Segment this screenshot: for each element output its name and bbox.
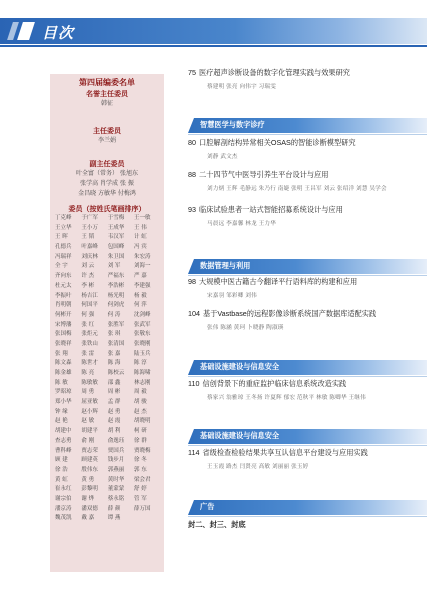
member-name: 王 伟 [134,224,147,231]
member-name: 王 晖 [55,234,68,241]
toc-page-number: 98 [188,277,196,286]
member-name: 丁克峰 [55,215,72,221]
member-name: 李 彬 [81,282,95,289]
member-name: 董蒙蒙 [107,486,125,493]
vice-names: 叶全富（常务） 张旭东 [76,170,138,177]
member-name: 刘海一 [134,263,151,270]
member-name: 胡 骏 [134,399,147,406]
section-label: 智慧医学与数字诊疗 [200,120,265,129]
member-name: 陈金雄 [55,370,72,376]
member-row [55,447,159,457]
member-row [55,505,159,515]
section-label: 基础设施建设与信息安全 [200,431,280,440]
member-name: 王 韬 [81,234,95,241]
member-name: 陈校云 [107,370,125,376]
member-row [55,476,159,486]
member-row [55,340,159,350]
member-row [55,379,159,389]
member-name: 王小万 [81,224,98,231]
section-header [188,429,427,444]
member-name: 顾 建 [55,457,68,464]
section-header [188,259,427,274]
member-name: 周 毅 [134,389,147,396]
member-name: 舒 婷 [134,486,147,493]
toc-entry-title-line [188,205,418,215]
member-name: 孟 群 [107,399,121,406]
member-name: 赵 艳 [55,418,68,425]
member-name: 赵 杰 [134,408,147,415]
section-bar-notch [188,259,194,274]
member-name: 李振叶 [55,292,72,299]
member-name: 柯 研 [134,428,147,435]
member-row [55,282,159,292]
member-name: 刘 军 [107,263,121,270]
member-name: 蔡永铭 [107,495,125,502]
member-name: 朱卫国 [107,253,125,260]
member-row [55,495,159,505]
toc-title: 封二、封三、封底 [188,520,246,529]
member-name: 薛万国 [134,505,151,512]
member-name: 俞逸珏 [107,437,125,444]
section-bar-notch [188,500,194,515]
member-row [55,253,159,263]
member-name: 杨 毅 [134,292,147,299]
member-row [55,359,159,369]
members-grid [55,214,159,524]
section-bar-notch [188,360,194,375]
member-name: 韦汉军 [107,234,125,241]
toc-entry-title-line [188,448,418,458]
member-name: 张 雷 [81,350,95,357]
member-name: 张 翔 [55,350,68,357]
member-name: 罗昭琼 [55,389,72,396]
member-row [55,437,159,447]
member-row [55,330,159,340]
member-name: 刘庆林 [81,253,98,260]
toc-title: 信创背景下的重症监护临床信息系统改造实践 [202,379,347,388]
board-title: 第四届编委名单 [79,77,135,87]
member-row [55,427,159,437]
member-name: 齐向东 [55,273,72,280]
member-name: 胡 利 [107,428,121,435]
toc-page-number: 104 [188,309,200,318]
members-title: 委员（按姓氏笔画排序） [68,204,146,213]
section-label: 基础设施建设与信息安全 [200,362,280,371]
section-bar [188,500,427,515]
member-row [55,408,159,418]
member-name: 管 军 [134,495,147,502]
member-name: 何剑虎 [107,302,125,309]
toc-title: 二十四节气中医导引养生平台设计与应用 [199,170,329,179]
member-name: 陈海啸 [134,370,151,376]
member-name: 黄 虹 [55,476,68,483]
member-name: 于广军 [81,215,98,221]
member-name: 沈剑峰 [134,311,151,318]
member-name: 张晓刚 [134,340,151,347]
toc-title: 省级检查检验结果共享互认信息平台建设与应用实践 [202,448,368,457]
member-name: 王立华 [55,224,72,231]
member-name: 潘双德 [81,505,98,512]
member-row [55,292,159,302]
member-name: 王一敏 [134,215,151,221]
member-name: 何 涛 [107,311,121,318]
member-name: 何 萍 [134,302,147,309]
toc-entry-title-line [188,309,418,319]
toc-entry[interactable] [188,309,418,331]
member-name: 赵小辉 [81,408,98,415]
member-name: 陈世才 [81,360,98,367]
member-row [55,224,159,234]
member-name: 张胜军 [107,321,125,328]
member-name: 张晓祥 [55,340,72,347]
member-name: 俞 刚 [81,437,95,444]
member-name: 黄 勇 [81,476,95,483]
member-name: 张炬元 [81,331,98,338]
member-row [55,514,159,524]
member-name: 冯瑞祥 [55,253,72,260]
member-name: 全 宇 [55,263,68,270]
member-name: 于雪梅 [107,215,125,221]
member-name: 陈 亮 [81,370,95,376]
section-bar-notch [188,118,194,133]
toc-entry[interactable] [188,138,418,160]
member-name: 赵 敏 [81,418,95,425]
toc-entry-title-line [188,138,418,148]
member-name: 何国平 [81,302,98,309]
toc-title: 大规模中医古籍古今翻译平行语料库的构建和应用 [199,277,358,286]
member-name: 杨光明 [107,292,125,299]
member-name: 谭 燕 [107,515,121,522]
member-name: 贾志荣 [81,447,98,454]
member-name: 戴 嘉 [81,515,95,522]
member-name: 杜元太 [55,282,72,289]
toc-title: 医疗超声诊断设备的数字化管理实践与效果研究 [199,68,350,77]
member-name: 胡晓明 [134,418,151,425]
member-name: 徐 群 [134,437,147,444]
member-name: 林志刚 [134,379,151,386]
member-name: 查志勇 [55,437,72,444]
member-name: 郭 东 [134,466,147,473]
member-row [55,456,159,466]
member-name: 严福东 [107,273,125,280]
member-name: 张 嘉 [107,350,121,357]
section-header [188,500,427,515]
toc-entry[interactable] [188,68,418,90]
member-name: 钱步月 [107,457,125,464]
toc-entry-title-line [188,170,418,180]
toc-entry[interactable] [188,277,418,299]
toc-authors: 马晨远 李嘉馨 林龙 王力华 [207,221,276,227]
member-row [55,417,159,427]
member-name: 杨吉江 [81,292,98,299]
member-name: 朱宏涛 [134,253,151,260]
member-name: 许 杰 [81,273,95,280]
member-row [55,301,159,311]
member-name: 何彬开 [55,311,72,318]
honorary-name: 韩征 [100,100,113,107]
member-name: 计 虹 [134,234,147,241]
toc-authors: 蔡家兴 翁雅琼 王冬扬 许夏辉 郁宏 范秋平 林敏 陈卿华 王继伟 [207,395,366,401]
member-name: 殷伟东 [81,466,98,473]
member-name: 陈 敏 [55,379,68,386]
member-row [55,369,159,379]
editorial-board-panel [50,74,164,572]
member-name: 郑小华 [55,399,72,406]
section-divider [188,275,427,276]
toc-entry-title-line [188,520,418,530]
toc-entry[interactable] [188,170,418,192]
page-title: 目次 [42,24,75,42]
member-name: 钟 缘 [55,408,68,415]
toc-authors: 蔡建明 张亮 向伟宇 习瑞雯 [207,84,276,90]
toc-page-number: 75 [188,68,196,77]
vice-title: 副主任委员 [89,159,125,168]
toc-page-number: 88 [188,170,196,179]
member-name: 徐 冬 [134,457,147,464]
table-of-contents [188,0,427,602]
section-divider [188,445,427,446]
member-name: 冯 宾 [134,244,147,251]
member-name: 梁会君 [134,476,151,483]
member-row [55,321,159,331]
toc-authors: 刘静 武文杰 [207,154,238,160]
member-name: 宋博藩 [55,321,72,328]
toc-title: 基于Vastbase的远程影像诊断系统国产数据库适配实践 [203,309,377,318]
member-row [55,233,159,243]
member-name: 陈敏敏 [81,379,98,386]
section-header [188,118,427,133]
toc-page-number: 80 [188,138,196,147]
toc-authors: 刘力炳 王辉 毛静远 朱乃行 南婕 张明 王昌军 刘云 张绍洋 刘慧 吴学会 [207,186,387,192]
member-name: 周 勇 [81,389,95,396]
member-name: 潘京涛 [55,505,72,512]
toc-entry[interactable] [188,379,418,401]
toc-entry-title-line [188,379,418,389]
member-name: 肖明朝 [55,302,72,309]
member-name: 张国梅 [55,331,72,338]
member-name: 包国峰 [107,244,125,251]
member-name: 彭黎明 [81,486,98,493]
member-name: 张武军 [134,321,151,328]
member-name: 贾晓梅 [134,447,151,454]
member-name: 张 红 [81,321,95,328]
member-name: 张 琪 [107,331,121,338]
member-row [55,388,159,398]
honorary-title: 名誉主任委员 [86,89,128,98]
toc-title: 临床试验患者一站式智能招募系统设计与应用 [199,205,343,214]
member-name: 陆玉兵 [134,350,151,357]
member-row [55,350,159,360]
toc-authors: 张伟 陈涵 黄珂 卜晓静 陶淑瑛 [207,325,284,331]
member-row [55,272,159,282]
member-name: 魏茂凯 [55,515,72,522]
member-row [55,466,159,476]
member-name: 胡建中 [55,428,72,435]
section-label: 数据管理与利用 [200,261,251,270]
toc-page-number: 114 [188,448,200,457]
toc-page-number: 93 [188,205,196,214]
toc-authors: 王玉霞 路杰 闫贤亮 高敏 刘丽丽 张玉婷 [207,464,309,470]
member-row [55,485,159,495]
director-title: 主任委员 [93,126,121,135]
toc-page-number: 110 [188,379,200,388]
member-name: 陈文森 [55,360,72,367]
member-name: 顾建英 [81,457,98,464]
director-name: 李兰娟 [97,137,116,144]
section-label: 广告 [200,502,215,511]
section-divider [188,376,427,377]
member-name: 胡建平 [81,428,98,435]
vice-names: 金昌晓 方敏华 付梅鸿 [78,190,136,197]
member-name: 孔德兵 [55,244,72,251]
section-bar-notch [188,429,194,444]
member-name: 郭燕丽 [107,466,125,473]
member-name: 谢 烨 [81,495,95,502]
member-name: 周 彬 [107,389,121,396]
member-name: 崔永红 [55,486,72,493]
member-row [55,398,159,408]
member-name: 叶嘉峰 [81,244,98,251]
member-name: 屈亚敏 [81,399,98,406]
member-name: 李浩彬 [107,282,125,289]
member-name: 李建强 [134,282,151,289]
toc-entry-title-line [188,68,418,78]
member-name: 赵 霞 [107,418,121,425]
member-name: 陈 淳 [134,360,147,367]
member-name: 何 强 [81,311,95,318]
member-name: 谢宗伯 [55,495,72,502]
member-name: 张敬东 [134,331,151,338]
member-name: 刘 云 [81,263,95,270]
toc-entry[interactable] [188,448,418,470]
member-name: 薛 颜 [107,505,121,512]
member-name: 王成华 [107,224,125,231]
section-divider [188,516,427,517]
toc-entry[interactable] [188,520,418,530]
member-name: 曹科峰 [55,447,72,454]
member-name: 徐 浩 [55,466,68,473]
member-row [55,214,159,224]
member-row [55,311,159,321]
member-name: 贾国兵 [107,447,125,454]
member-name: 邵 鑫 [107,379,121,386]
member-name [134,514,159,524]
vice-names: 张学高 肖学成 张 振 [80,180,134,187]
member-name: 张清国 [107,340,125,347]
section-divider [188,134,427,135]
member-name: 严 嘉 [134,273,147,280]
member-row [55,243,159,253]
member-row [55,262,159,272]
section-header [188,360,427,375]
toc-entry[interactable] [188,205,418,227]
member-name: 陈 海 [107,360,121,367]
member-name: 黄时华 [107,476,125,483]
toc-entry-title-line [188,277,418,287]
member-name: 赵 勇 [107,408,121,415]
toc-title: 口腔解剖结构异常相关OSAS的智能诊断模型研究 [199,138,356,147]
toc-authors: 宋嘉羽 邹彩卿 刘伟 [207,293,257,299]
member-name: 张铁山 [81,340,98,347]
